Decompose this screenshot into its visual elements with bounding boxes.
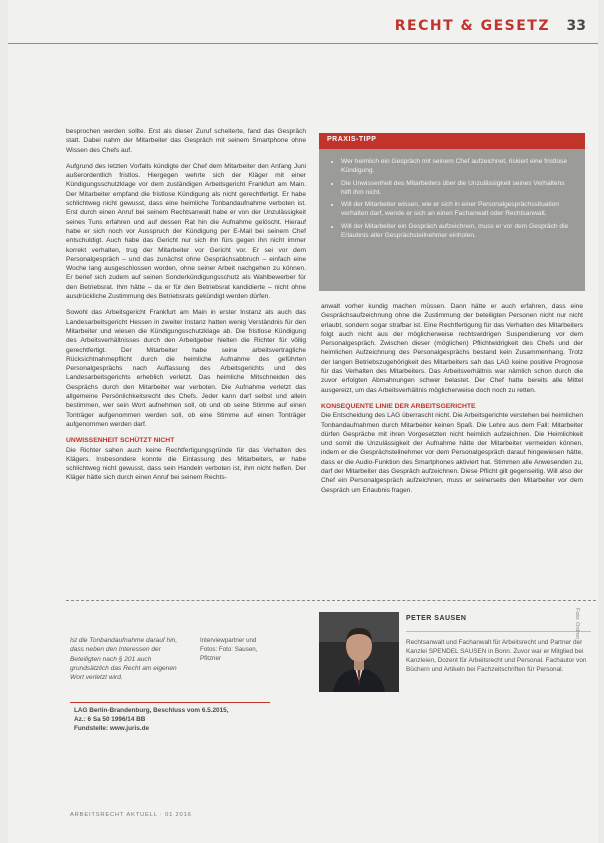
author-photo: [319, 612, 399, 692]
reference: [74, 706, 274, 733]
page-footer: ARBEITSRECHT AKTUELL · 01 2016: [70, 812, 192, 818]
author-bio: Rechtsanwalt und Fachanwalt für Arbeitsrecht und Partner der Kanzlei SPENDEL SAUSEN in Bonn. Zuvor war er Mitglied bei Kanzleien, Dozent für Arbeitsrecht und Personal. Fachautor von Büchern und Artikeln bei Fachzeitschriften für Personal.: [406, 639, 587, 673]
page-number: 33: [566, 18, 586, 34]
paragraph: Sowohl das Arbeitsgericht Frankfurt am Main in erster Instanz als auch das Landesarbeitsgericht Hessen in zweiter Instanz hatten wenig Verständnis für den Mitarbeiter und wiesen die Kündigungsschutzklage ab. Die fristlose Kündigung des Arbeitsverhältnisses durch den Arbeitgeber hielten die Richter für völlig gerechtfertigt. Der Mitarbeiter habe seine arbeitsvertragliche Rücksichtnahmepflicht durch die heimliche Aufnahme des geführten Personalgesprächs nach Auffassung des Arbeitsgerichts und des Landesarbeitsgerichts erheblich verletzt. Das heimliche Mitschneiden des Gesprächs durch den Mitarbeiter war verboten. Die Aufnahme verletzt das allgemeine Persönlichkeitsrecht des Chefs. Jeder kann darf selbst und allein bestimmen, wer sein Wort aufnehmen soll, ob und ob seine Stimme auf einen Tonträger aufgenommen werden soll, ob eine Stimme auf einen Tonträger aufgenommen werden darf.: [66, 309, 306, 428]
paragraph: anwalt vorher kundig machen müssen. Dann hätte er auch erfahren, dass eine Gesprächsaufzeichnung ohne die Zustimmung der beteiligten Personen nicht nur nicht erlaubt, sondern sogar strafbar ist. Eine Rechtfertigung für das Verhalten des Mitarbeiters folgt auch nicht aus der möglicherweise rechtswidrigen Suspendierung vor dem Personalgespräch. Zwischen dieser (möglichen) Pflichtwidrigkeit des Chefs und der heimlichen Aufzeichnung des Personalgesprächs bestand kein Zusammenhang. Trotz der langen Betriebszugehörigkeit des Mitarbeiters sah das LAG keine positive Prognose für das Verhalten des Mitarbeiters. Das Arbeitsverhältnis war nämlich schon durch die zuvor erfolgten Abmahnungen schwer belastet. Der Chef hatte bereits alle Mittel ausgereizt, um das Arbeitsverhältnis möglicherweise doch noch zu retten.: [321, 303, 583, 394]
praxis-tipp-title: PRAXIS-TIPP: [319, 133, 585, 149]
praxis-tipp-box: [319, 133, 585, 291]
section-divider: [66, 600, 596, 601]
list-item: • Will der Mitarbeiter wissen, wie er sich in einer Personalgesprächssituation verhalten darf, wende er sich an einen Fachanwalt oder Rechtsanwalt.: [341, 200, 575, 219]
subhead: UNWISSENHEIT SCHÜTZT NICHT: [66, 437, 175, 445]
photo-credit: Interviewpartner und Fotos: Foto: Sausen, Pfitzner: [200, 637, 258, 662]
left-column: [66, 127, 306, 490]
header-rule: [8, 43, 598, 44]
list-item: • Will der Mitarbeiter ein Gespräch aufzeichnen, muss er vor dem Gespräch die Erlaubnis aller Gesprächsteilnehmer einholen.: [341, 222, 575, 241]
side-note: Foto: Ordner: [574, 608, 580, 640]
praxis-tipp-list: [319, 149, 585, 240]
author-portrait-image: [319, 612, 399, 692]
pull-quote: Ist die Tonbandaufnahme darauf hin, dass neben den Interessen der Beteiligten nach § 201 auch grundsätzlich das Recht am eigenen Wort verletzt wird.: [70, 637, 178, 682]
list-item: • Wer heimlich ein Gespräch mit seinem Chef aufzeichnet, riskiert eine fristlose Kündigung.: [341, 157, 575, 176]
paragraph: besprochen werden sollte. Erst als dieser Zuruf scheiterte, fand das Gespräch statt. Dabei nahm der Mitarbeiter das Gespräch mit seinem Smartphone ohne Wissen des Chefs auf.: [66, 128, 306, 154]
paragraph: Die Richter sahen auch keine Rechtfertigungsgründe für das Verhalten des Klägers. Insbesondere konnte die Einlassung des Mitarbeiters, er habe schlichtweg nicht gewusst, dass sein Handeln verboten ist, ihm nicht helfen. Der Kläger hätte sich durch einen Anruf bei seinem Rechts-: [66, 446, 306, 482]
author-box: [406, 614, 591, 674]
author-name: PETER SAUSEN: [406, 615, 467, 622]
paragraph: Aufgrund des letzten Vorfalls kündigte der Chef dem Mitarbeiter den Anfang Juni außerordentlich fristlos. Hiergegen wehrte sich der Kläger mit einer Kündigungsschutzklage vor dem zuständigen Arbeitsgericht Frankfurt am Main. Der Mitarbeiter empfand die fristlose Kündigung als nicht gerechtfertigt. Er habe schlichtweg nicht gewusst, dass eine heimliche Tonbandaufnahme verboten ist. Erst durch einen Anruf bei seinem Rechtsanwalt habe er von der Unzulässigkeit seines Tuns erfahren und auf dessen Rat hin die Aufnahme gelöscht. Hierauf habe er sich noch vor Ausspruch der Kündigung per E-Mail bei seinem Chef entschuldigt. Auch habe das Gericht nur sich ihn fürs gegen ihn nicht immer korrekt verhalten, trug der Mitarbeiter vor Gericht vor. Er sei vor dem Personalgespräch – und das zunächst ohne Gesprächsabbruch – einfach eine Woche lang ausgeschlossen worden, ohne seiner Arbeit nachgehen zu können. Er berief sich zudem auf seinen Sonderkündigungsschutz als Wahlbewerber für den Betriebsrat. Ihm hätte – da er für den Betriebsrat kandidierte – nicht ohne ausdrückliche Zustimmung des Betriebsrats gekündigt werden dürfen.: [66, 162, 306, 301]
right-column: [321, 302, 583, 502]
magazine-page: [8, 0, 598, 843]
author-rule: [406, 631, 591, 632]
reference-line: Az.: 6 Sa 50 1996/14 BB: [74, 716, 146, 723]
section-title: RECHT & GESETZ: [394, 18, 550, 34]
subhead: KONSEQUENTE LINIE DER ARBEITSGERICHTE: [321, 402, 476, 410]
reference-rule: [70, 702, 270, 703]
paragraph: Die Entscheidung des LAG überrascht nicht. Die Arbeitsgerichte verstehen bei heimlichen Tonbandaufnahmen durch Mitarbeiter keinen Spaß. Die Lehre aus dem Fall: Mitarbeiter dürfen Gespräche mit ihren Vorgesetzten nicht heimlich aufzeichnen. Die Heimlichkeit und somit die Unzulässigkeit der Aufnahme hätte der Mitarbeiter vermeiden können, indem er die Gesprächsteilnehmer vor dem Personalgespräch darauf hingewiesen hätte, dass er die Audio-Funktion des Smartphones aktiviert hat. Stimmen alle Anwesenden zu, darf der Mitarbeiter das Gespräch aufzeichnen. Diese Pflicht gilt gegenseitig. Will also der Chef ein Personalgespräch aufzeichnen, muss er seinerseits den Mitarbeiter vor dem Gespräch um Erlaubnis fragen.: [321, 412, 583, 494]
reference-line: LAG Berlin-Brandenburg, Beschluss vom 6.5.2015,: [74, 707, 229, 714]
reference-line: Fundstelle: www.juris.de: [74, 725, 150, 732]
list-item: • Die Unwissenheit des Mitarbeiters über die Unzulässigkeit seines Verhaltens hilft ihm nicht.: [341, 179, 575, 198]
